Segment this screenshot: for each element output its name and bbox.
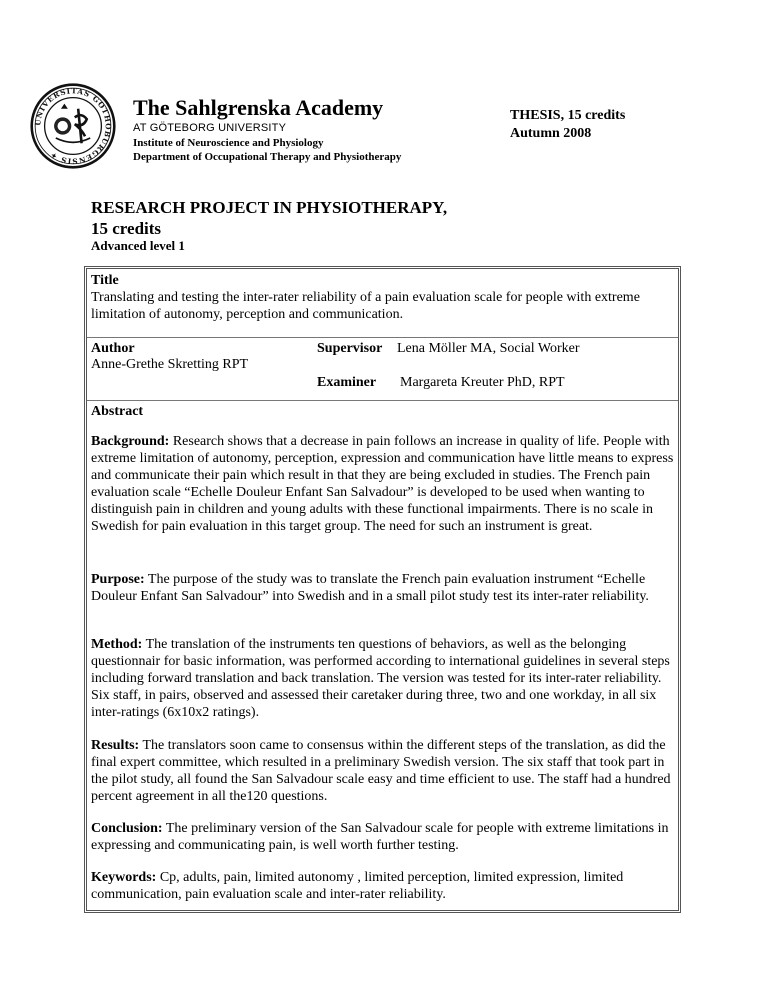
results-paragraph [91,737,681,805]
conclusion-paragraph [91,820,681,854]
title-section [91,272,681,323]
institute-name: Institute of Neuroscience and Physiology [133,137,324,149]
conclusion-text: The preliminary version of the San Salvadour scale for people with extreme limitations in expressing and communicating pain, is well worth further testing. [91,821,669,853]
title-text: Translating and testing the inter-rater reliability of a pain evaluation scale for people with extreme limitation of autonomy, perception and communication. [91,290,640,322]
results-text: The translators soon came to consensus within the different steps of the translation, as did the final expert committee, which resulted in a preliminary Swedish version. The six staff that took part in the pilot study, all found the San Salvadour scale easy and time efficient to use. The staff had a hundred percent agreement in all the120 questions. [91,738,671,804]
conclusion-label: Conclusion: [91,821,163,836]
method-text: The translation of the instruments ten questions of behaviors, as well as the belonging questionnair for basic information, was performed according to international guidelines in several steps including forward translation and back translation. The version was tested for its inter-rater reliability. Six staff, in pairs, observed and assessed their caretaker during three, two and one workday, in all six inter-ratings (6x10x2 ratings). [91,637,670,720]
divider [87,400,678,401]
background-label: Background: [91,434,170,449]
purpose-paragraph [91,571,681,605]
keywords-label: Keywords: [91,870,157,885]
supervisor-name: Lena Möller MA, Social Worker [397,341,580,356]
background-paragraph [91,433,681,535]
results-label: Results: [91,738,140,753]
university-name: AT GÖTEBORG UNIVERSITY [133,122,287,134]
abstract-label: Abstract [91,404,144,419]
purpose-text: The purpose of the study was to translate the French pain evaluation instrument “Echelle Douleur Enfant San Salvadour” into Swedish and in a small pilot study test its inter-rater reliability. [91,572,649,604]
purpose-label: Purpose: [91,572,145,587]
examiner-name: Margareta Kreuter PhD, RPT [400,375,565,390]
method-label: Method: [91,637,143,652]
author-name: Anne-Grethe Skretting RPT [91,357,249,372]
project-title [91,197,447,239]
thesis-credits: THESIS, 15 credits [510,108,626,123]
keywords-paragraph [91,869,681,903]
author-label: Author [91,341,135,356]
supervisor-label: Supervisor [317,341,383,356]
university-seal-icon [30,83,116,169]
title-label: Title [91,273,119,288]
keywords-text: Cp, adults, pain, limited autonomy , limited perception, limited expression, limited communication, pain evaluation scale and inter-rater reliability. [91,870,624,902]
department-name: Department of Occupational Therapy and Physiotherapy [133,151,402,163]
examiner-label: Examiner [317,375,377,390]
project-level: Advanced level 1 [91,238,185,253]
background-text: Research shows that a decrease in pain follows an increase in quality of life. People with extreme limitation of autonomy, perception, expression and communication have little means to express and communicate their pain which result in that they are being excluded in studies. The French pain evaluation scale “Echelle Douleur Enfant San Salvadour” is developed to be used when wanting to distinguish pain in children and young adults with these functional impairments. There is no scale in Swedish for pain evaluation in this target group. The need for such an instrument is great. [91,434,674,534]
project-title-line1: RESEARCH PROJECT IN PHYSIOTHERAPY, [91,198,448,217]
thesis-info [510,107,625,143]
divider [87,337,678,338]
thesis-term: Autumn 2008 [510,126,592,141]
institution-name: The Sahlgrenska Academy [133,95,384,120]
method-paragraph [91,636,681,721]
svg-text:UNIVERSITAS GOTHOBURGENSIS ✦: UNIVERSITAS GOTHOBURGENSIS ✦ [33,86,113,166]
project-title-line2: 15 credits [91,219,162,238]
